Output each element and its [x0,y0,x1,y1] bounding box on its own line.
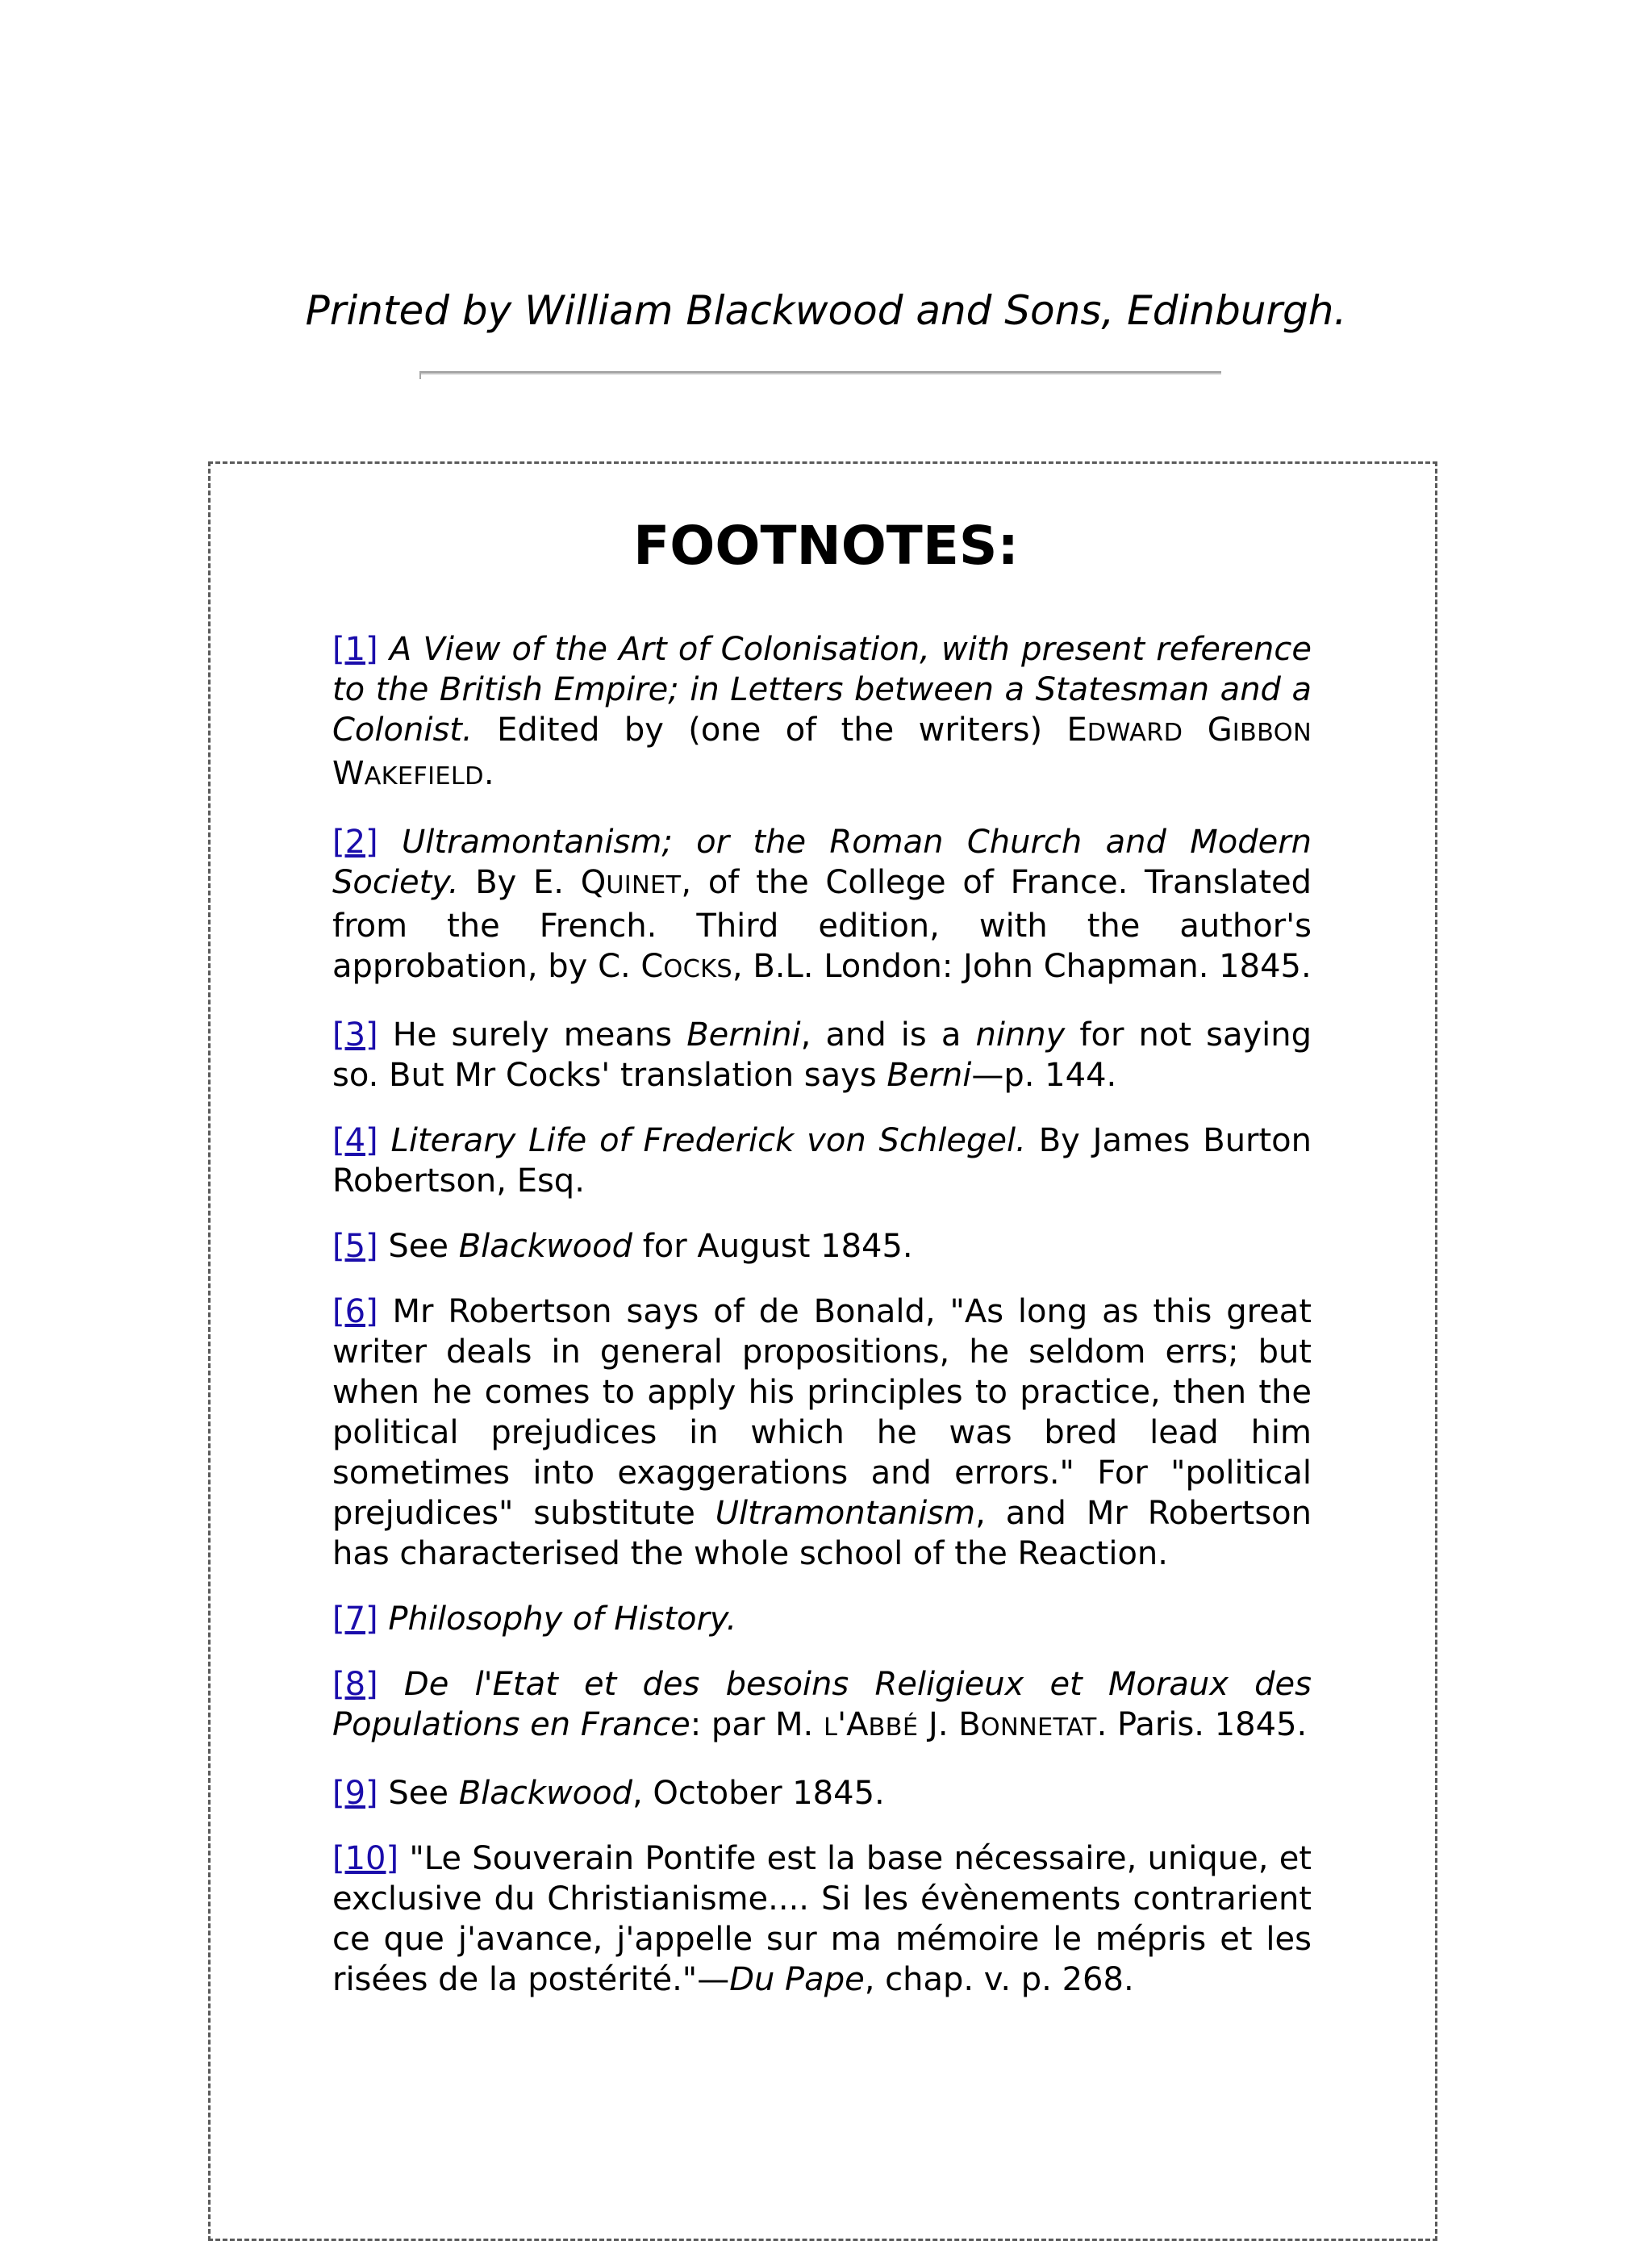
footnote-text: , B.L. London: John Chapman. 1845. [732,948,1312,985]
footnote-text: Bernini [686,1016,801,1054]
footnote-ref-7[interactable]: [7] [332,1600,378,1638]
footnote-text: By James Burton Robertson, Esq. [332,1122,1312,1200]
footnote-text: . [483,755,494,792]
small-caps-text: AKEFIELD [364,762,484,791]
footnote-text: Berni [886,1057,972,1094]
small-caps-text: OCKS [663,955,732,983]
printer-imprint: Printed by William Blackwood and Sons, Edinburgh. [305,287,1347,334]
footnote-text: A View of the Art of Colonisation, with present reference to the British Empire; in Letters between a Statesman and a Colonist. [332,631,1312,749]
footnote-text: Literary Life of Frederick von Schlegel. [390,1122,1026,1159]
footnote-text: See [378,1228,459,1265]
footnote-1 [332,629,1312,797]
small-caps-text: L [823,1713,838,1742]
footnote-text: Ultramontanism [715,1495,976,1532]
small-caps-text: UINET [606,871,682,899]
footnote-text: 'A [837,1706,869,1743]
footnote-text: for not saying so. But Mr Cocks' translation says [332,1016,1312,1094]
footnote-ref-3[interactable]: [3] [332,1016,378,1054]
footnote-4 [332,1120,1312,1201]
footnote-text: : par M. [690,1706,824,1743]
footnote-ref-9[interactable]: [9] [332,1775,378,1812]
small-caps-text: IBBON [1232,719,1312,747]
footnote-text: , of the College of France. Translated from the French. Third edition, with the author's approbation, by C. C [332,864,1312,985]
footnote-text: . Paris. 1845. [1096,1706,1308,1743]
footnote-text: "Le Souverain Pontife est la base nécessaire, unique, et exclusive du Christianisme.... Si les évènements contrarient ce que j'avance, j'appelle sur ma mémoire le mépris et les risées de la postérité."— [332,1840,1312,1998]
footnote-text: E [1066,712,1087,749]
footnote-text: ninny [975,1016,1066,1054]
footnote-ref-4[interactable]: [4] [332,1122,378,1159]
footnote-text: , October 1845. [632,1775,885,1812]
footnote-text: De l'Etat et des besoins Religieux et Moraux des Populations en France [332,1666,1312,1743]
footnote-3 [332,1015,1312,1095]
footnote-text: Philosophy of History. [388,1600,737,1638]
footnote-ref-5[interactable]: [5] [332,1228,378,1265]
footnote-text: Blackwood [458,1228,632,1265]
footnote-text: Edited by (one of the writers) [472,712,1067,749]
footnote-text: J. B [918,1706,981,1743]
footnote-text: , and Mr Robertson has characterised the whole school of the Reaction. [332,1495,1312,1572]
footnote-7 [332,1599,1312,1639]
footnote-text: Mr Robertson says of de Bonald, "As long as this great writer deals in general propositions, he seldom errs; but when he comes to apply his principles to practice, then the political prejudices in which he was bred lead him sometimes into exaggerations and errors." For "political prejudices" substitute [332,1293,1312,1532]
footnote-text: Blackwood [458,1775,632,1812]
footnote-8 [332,1664,1312,1748]
small-caps-text: ONNETAT [980,1713,1097,1742]
footnote-text: for August 1845. [632,1228,913,1265]
footnote-text: See [378,1775,459,1812]
footnote-text: G [1183,712,1233,749]
footnote-9 [332,1773,1312,1813]
footnote-ref-2[interactable]: [2] [332,824,378,861]
footnote-ref-6[interactable]: [6] [332,1293,378,1330]
footnote-text: He surely means [378,1016,687,1054]
footnote-text: By E. Q [458,864,607,901]
footnote-ref-10[interactable]: [10] [332,1840,399,1877]
footnote-ref-1[interactable]: [1] [332,631,378,668]
footnote-6 [332,1292,1312,1574]
footnote-text: Du Pape [729,1961,865,1998]
footnote-2 [332,822,1312,990]
footnote-text: W [332,755,365,792]
footnotes-list [332,629,1312,2025]
footnote-text: , and is a [800,1016,976,1054]
footnote-10 [332,1838,1312,2000]
footnote-text: —p. 144. [971,1057,1117,1094]
small-caps-text: BBÉ [868,1713,919,1742]
footnote-5 [332,1226,1312,1267]
footnotes-heading: FOOTNOTES: [633,515,1019,577]
footnote-text: , chap. v. p. 268. [864,1961,1134,1998]
small-caps-text: DWARD [1087,719,1183,747]
footnote-text: Ultramontanism; or the Roman Church and Modern Society. [332,824,1312,901]
footnote-ref-8[interactable]: [8] [332,1666,378,1703]
horizontal-rule [421,371,1221,375]
